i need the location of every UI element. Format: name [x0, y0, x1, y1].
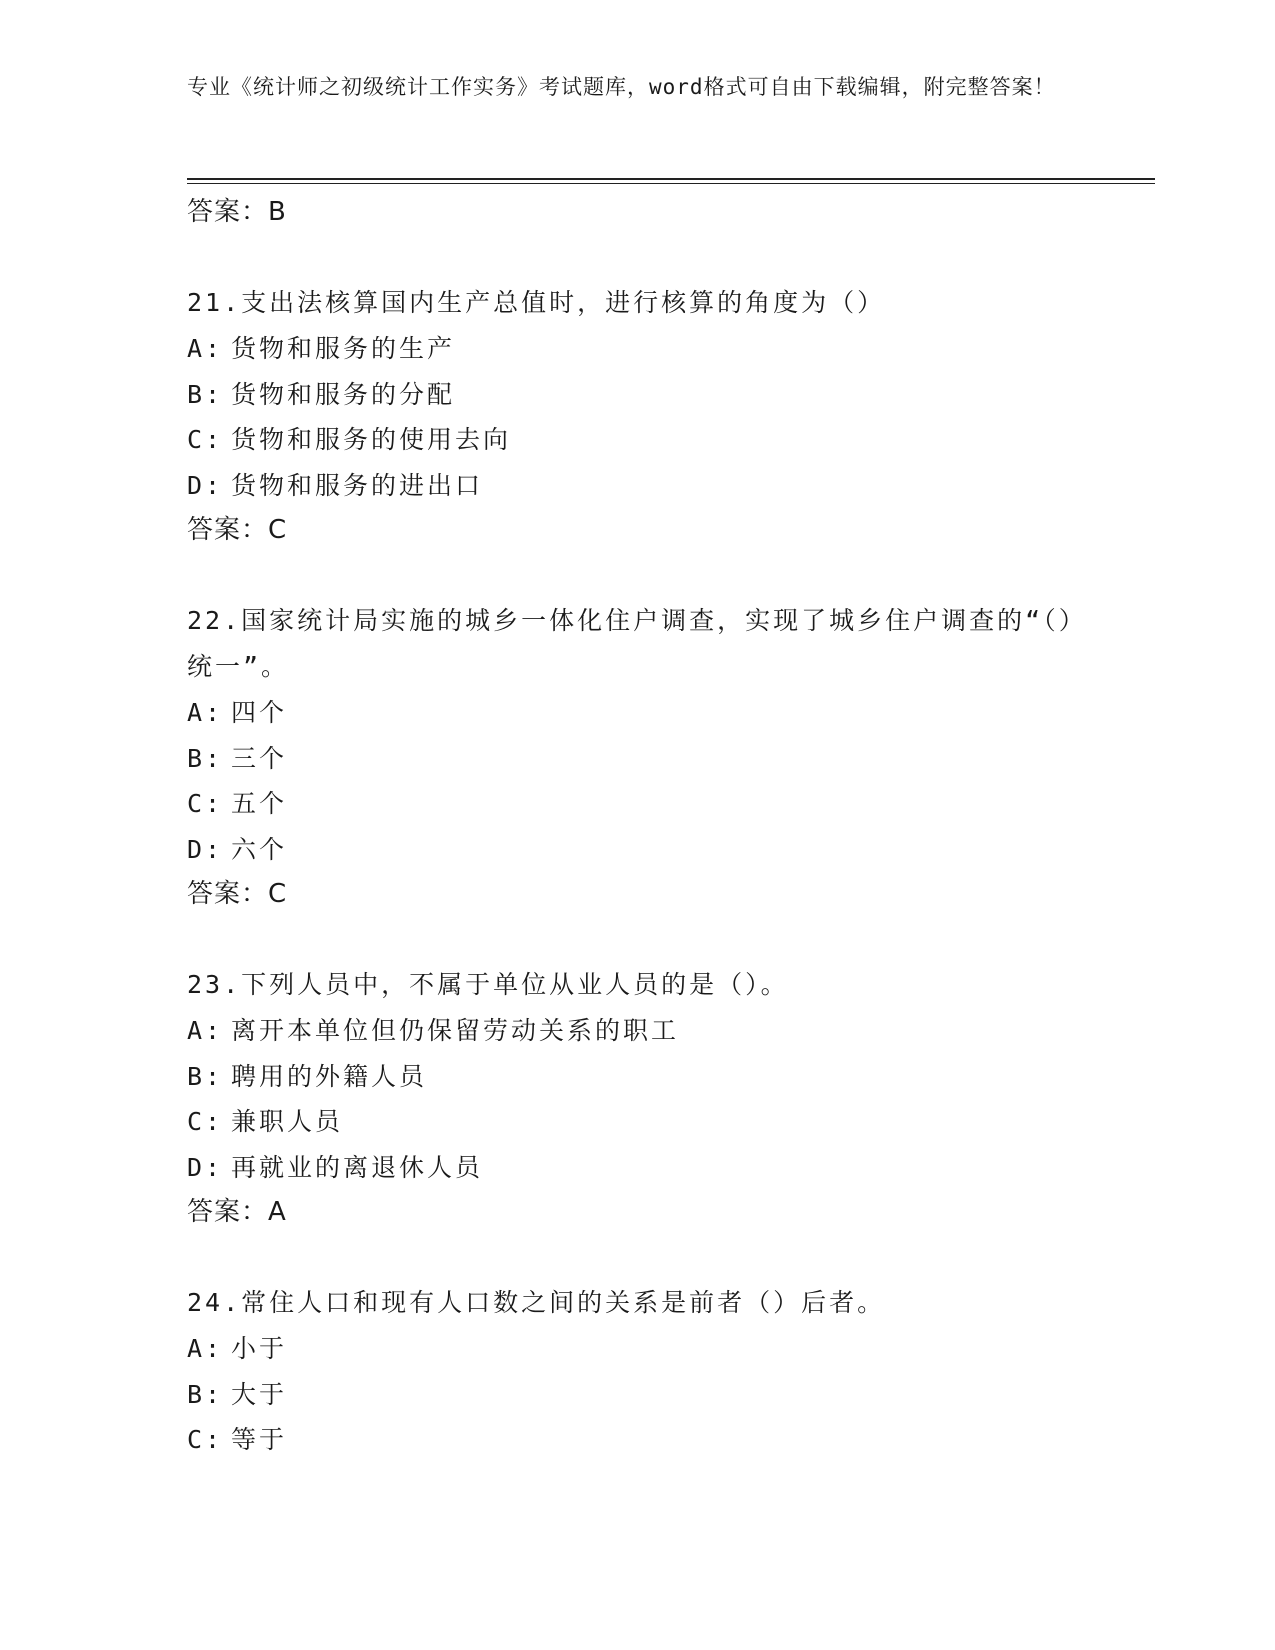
- document-header: 专业《统计师之初级统计工作实务》考试题库，word格式可自由下载编辑，附完整答案！: [187, 75, 1056, 99]
- option-text: 货物和服务的使用去向: [231, 425, 512, 454]
- question-text: 21.支出法核算国内生产总值时，进行核算的角度为（）: [187, 288, 886, 317]
- question-text: 24.常住人口和现有人口数之间的关系是前者（）后者。: [187, 1288, 886, 1317]
- option-a: [187, 690, 1087, 736]
- option-key: A:: [187, 1334, 224, 1363]
- option-key: A:: [187, 698, 224, 727]
- option-d: [187, 1145, 1087, 1191]
- option-c: [187, 417, 1087, 463]
- option-key: B:: [187, 1061, 224, 1091]
- option-key: C:: [187, 789, 224, 818]
- option-a: [187, 1008, 1087, 1054]
- option-key: A:: [187, 334, 224, 363]
- question-block: [187, 962, 1087, 1234]
- option-text: 货物和服务的分配: [231, 379, 456, 409]
- option-key: B:: [187, 743, 224, 773]
- option-text: 货物和服务的进出口: [231, 470, 484, 500]
- option-key: B:: [187, 379, 224, 409]
- question-list: [187, 190, 1087, 1463]
- option-text: 离开本单位但仍保留劳动关系的职工: [231, 1016, 680, 1045]
- option-a: [187, 326, 1087, 372]
- option-text: 小于: [231, 1334, 288, 1363]
- header-rule-thin: [187, 183, 1155, 184]
- option-a: [187, 1326, 1087, 1372]
- option-key: D:: [187, 1152, 224, 1182]
- option-text: 兼职人员: [231, 1107, 344, 1136]
- option-text: 等于: [231, 1425, 288, 1454]
- option-text: 五个: [231, 789, 288, 818]
- option-key: C:: [187, 425, 224, 454]
- option-key: D:: [187, 834, 224, 864]
- question-text: 23.下列人员中，不属于单位从业人员的是（）。: [187, 970, 789, 999]
- option-b: [187, 372, 1087, 418]
- answer-line: 答案：C: [187, 515, 288, 545]
- option-d: [187, 463, 1087, 509]
- option-c: [187, 781, 1087, 827]
- option-key: A:: [187, 1016, 224, 1045]
- header-rule: [187, 178, 1155, 180]
- option-text: 六个: [231, 834, 288, 864]
- option-c: [187, 1099, 1087, 1145]
- option-key: C:: [187, 1107, 224, 1136]
- option-text: 三个: [231, 743, 288, 773]
- answer-line: 答案：C: [187, 879, 288, 909]
- option-key: B:: [187, 1379, 224, 1409]
- option-b: [187, 1054, 1087, 1100]
- option-text: 四个: [231, 698, 288, 727]
- option-d: [187, 827, 1087, 873]
- answer-line: 答案：B: [187, 197, 287, 227]
- option-b: [187, 736, 1087, 782]
- question-text: 22.国家统计局实施的城乡一体化住户调查，实现了城乡住户调查的“（）统一”。: [187, 606, 1087, 681]
- option-b: [187, 1372, 1087, 1418]
- option-text: 大于: [231, 1379, 288, 1409]
- question-block: [187, 280, 1087, 552]
- option-key: C:: [187, 1425, 224, 1454]
- question-block: [187, 598, 1087, 916]
- option-text: 聘用的外籍人员: [231, 1061, 428, 1091]
- answer-line: 答案：A: [187, 1197, 287, 1227]
- question-block: [187, 1280, 1087, 1463]
- option-text: 货物和服务的生产: [231, 334, 456, 363]
- option-text: 再就业的离退休人员: [231, 1152, 484, 1182]
- option-key: D:: [187, 470, 224, 500]
- option-c: [187, 1417, 1087, 1463]
